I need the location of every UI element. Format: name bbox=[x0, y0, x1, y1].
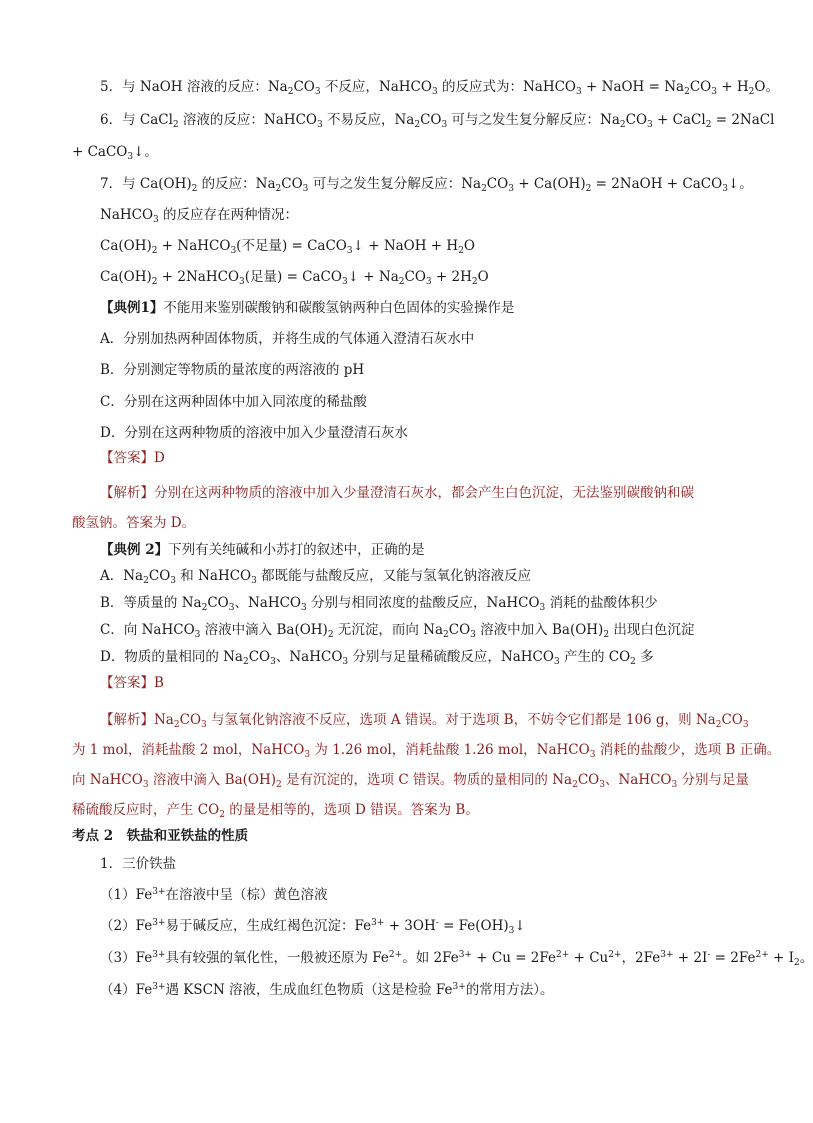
text-line-29: $(2)Fe^{3+}$易于碱反应，生成红褐色沉淀：$Fe^{3+} + 3OH^-$ = $Fe(OH)_3↓$ bbox=[100, 918, 526, 936]
text-line-1: 5．与 NaOH 溶液的反应：$Na_2CO_3$ 不反应，NaHCO$_3$ 的反应式为：NaHCO$_3$ + NaOH = $Na_2CO_3 + H_2O$。 bbox=[100, 79, 779, 97]
text-line-14: 【解析】分别在这两种物质的溶液中加入少量澄清石灰水，都会产生白色沉淀，无法鉴别碳酸钠和碳 bbox=[100, 485, 694, 501]
text-line-18: B．等质量的 $Na_2CO_3$、NaHCO$_3$ 分别与相同浓度的盐酸反应，NaHCO$_3$ 消耗的盐酸体积少 bbox=[100, 595, 658, 613]
text-line-11: C．分别在这两种固体中加入同浓度的稀盐酸 bbox=[100, 394, 367, 410]
text-line-17: A．$Na_2CO_3$ 和 NaHCO$_3$ 都既能与盐酸反应，又能与氢氧化钠溶液反应 bbox=[100, 568, 532, 586]
text-line-3: + CaCO$_3$↓。 bbox=[72, 144, 158, 162]
text-line-21: 【答案】B bbox=[100, 675, 164, 691]
text-line-15: 酸氢钠。答案为 D。 bbox=[72, 515, 196, 531]
text-line-4: 7．与 $Ca(OH)_2$ 的反应：$Na_2CO_3$ 可与之发生复分解反应：$Na_2CO_3 + Ca(OH)_2$ = 2NaOH + CaCO$_3$↓。 bbox=[100, 176, 753, 194]
text-line-13: 【答案】D bbox=[100, 450, 165, 466]
text-line-7: $Ca(OH)_2$ + 2NaHCO$_3$(足量) = CaCO$_3$↓ + $Na_2CO_3 + 2H_2O$ bbox=[100, 269, 489, 287]
text-line-28: $(1)Fe^{3+}$在溶液中呈（棕）黄色溶液 bbox=[100, 887, 328, 903]
text-line-19: C．向 NaHCO$_3$ 溶液中滴入 $Ba(OH)_2$ 无沉淀，而向 $Na_2CO_3$ 溶液中加入 $Ba(OH)_2$ 出现白色沉淀 bbox=[100, 622, 695, 640]
text-line-8: 【典例1】不能用来鉴别碳酸钠和碳酸氢钠两种白色固体的实验操作是 bbox=[100, 300, 515, 316]
text-line-23: 为 1 mol，消耗盐酸 2 mol，NaHCO$_3$ 为 1.26 mol，消耗盐酸 1.26 mol，NaHCO$_3$ 消耗的盐酸少，选项 B 正确。 bbox=[72, 742, 781, 760]
text-line-31: $(4)Fe^{3+}$遇 KSCN 溶液，生成血红色物质（这是检验 $Fe^{3+}$的常用方法）。 bbox=[100, 982, 554, 998]
text-line-20: D．物质的量相同的 $Na_2CO_3$、NaHCO$_3$ 分别与足量稀硫酸反应，NaHCO$_3$ 产生的 $CO_2$ 多 bbox=[100, 649, 654, 667]
text-line-26: 考点 2 铁盐和亚铁盐的性质 bbox=[72, 828, 249, 844]
text-line-27: 1．三价铁盐 bbox=[100, 856, 177, 872]
text-line-30: $(3)Fe^{3+}$具有较强的氧化性，一般被还原为 $Fe^{2+}$。如 $2Fe^{3+} + Cu = 2Fe^{2+} + Cu^{2+}$，$2Fe^{3+} + 2I^- = 2Fe^{2+} + I_2$。 bbox=[100, 950, 813, 968]
text-line-25: 稀硫酸反应时，产生 $CO_2$ 的量是相等的，选项 D 错误。答案为 B。 bbox=[72, 802, 479, 820]
text-line-10: B．分别测定等物质的量浓度的两溶液的 pH bbox=[100, 362, 365, 378]
text-line-16: 【典例 2】下列有关纯碱和小苏打的叙述中，正确的是 bbox=[100, 542, 425, 558]
text-line-2: 6．与 CaCl$_2$ 溶液的反应：NaHCO$_3$ 不易反应，$Na_2CO_3$ 可与之发生复分解反应：$Na_2CO_3$ + CaCl$_2$ = 2NaCl bbox=[100, 112, 775, 130]
text-line-5: NaHCO$_3$ 的反应存在两种情况： bbox=[100, 207, 299, 225]
text-line-9: A．分别加热两种固体物质，并将生成的气体通入澄清石灰水中 bbox=[100, 331, 475, 347]
text-line-22: 【解析】$Na_2CO_3$ 与氢氧化钠溶液不反应，选项 A 错误。对于选项 B，不妨令它们都是 106 g，则 $Na_2CO_3$ bbox=[100, 712, 749, 730]
text-line-12: D．分别在这两种物质的溶液中加入少量澄清石灰水 bbox=[100, 425, 408, 441]
text-line-6: $Ca(OH)_2$ + NaHCO$_3$(不足量) = CaCO$_3$↓ + NaOH + $H_2O$ bbox=[100, 238, 475, 256]
text-line-24: 向 NaHCO$_3$ 溶液中滴入 $Ba(OH)_2$ 是有沉淀的，选项 C 错误。物质的量相同的 $Na_2CO_3$、NaHCO$_3$ 分别与足量 bbox=[72, 772, 750, 790]
